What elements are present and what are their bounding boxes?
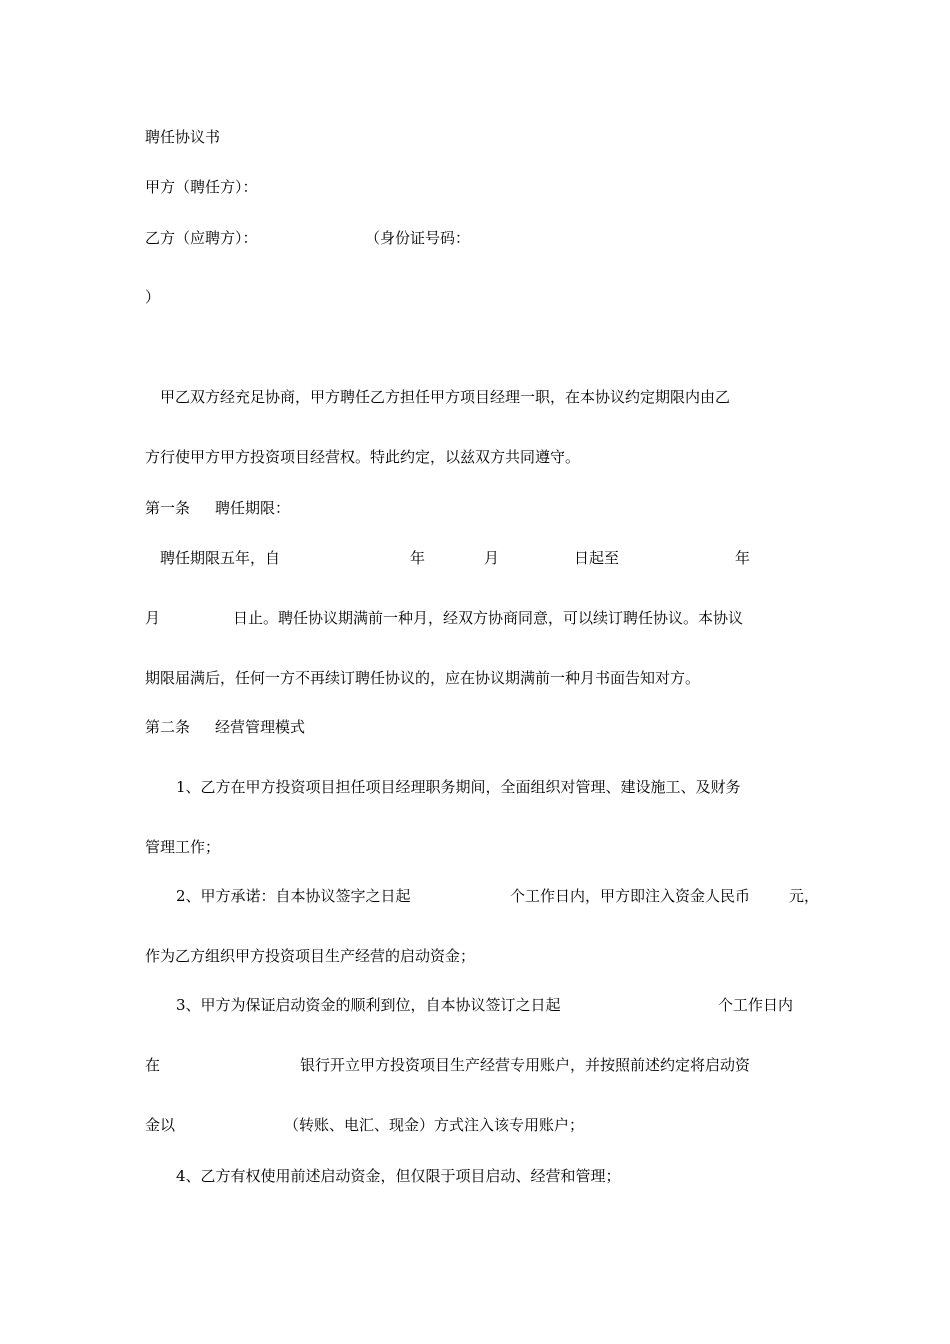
article-1-line-2: 日止。聘任协议期满前一种月，经双方协商同意，可以续订聘任协议。本协议: [233, 609, 744, 627]
article-1-title: 聘任期限：: [215, 499, 291, 517]
article-2-item-4: 4、乙方有权使用前述启动资金，但仅限于项目启动、经营和管理；: [176, 1167, 621, 1185]
article-2-item-3-line-3-b: （转账、电汇、现金）方式注入该专用账户；: [284, 1116, 585, 1134]
article-1-month-1: 月: [484, 549, 500, 567]
id-number-label: （身份证号码：: [365, 229, 471, 247]
article-2-item-1-line-2: 管理工作；: [145, 838, 221, 856]
article-2-item-2-part-3: 元，: [789, 887, 820, 905]
article-1-term-text: 聘任期限五年，自: [160, 549, 281, 567]
article-2-item-3-part-2: 个工作日内: [718, 996, 794, 1014]
article-1-number: 第一条: [145, 499, 191, 517]
article-1-line-3: 期限届满后，任何一方不再续订聘任协议的，应在协议期满前一种月书面告知对方。: [145, 669, 701, 687]
article-2-item-1-line-1: 1、乙方在甲方投资项目担任项目经理职务期间，全面组织对管理、建设施工、及财务: [176, 778, 741, 796]
intro-line-1: 甲乙双方经充足协商，甲方聘任乙方担任甲方项目经理一职，在本协议约定期限内由乙: [160, 388, 731, 406]
article-2-item-3-line-3-a: 金以: [145, 1116, 176, 1134]
article-1-year-2: 年: [735, 549, 751, 567]
article-1-month-2: 月: [145, 609, 161, 627]
document-title: 聘任协议书: [145, 128, 221, 146]
intro-line-2: 方行使甲方甲方投资项目经营权。特此约定，以兹双方共同遵守。: [145, 448, 581, 466]
article-2-title: 经营管理模式: [215, 718, 306, 736]
article-2-item-2-part-2: 个工作日内，甲方即注入资金人民币: [510, 887, 751, 905]
article-1-day-from: 日起至: [574, 549, 620, 567]
party-b-label: 乙方（应聘方）：: [145, 229, 258, 247]
article-2-item-3-line-2-a: 在: [145, 1056, 161, 1074]
article-2-item-2-line-2: 作为乙方组织甲方投资项目生产经营的启动资金；: [145, 947, 476, 965]
id-number-close: ）: [145, 288, 161, 306]
party-a-label: 甲方（聘任方）：: [145, 178, 258, 196]
article-2-number: 第二条: [145, 718, 191, 736]
article-2-item-3-line-2-b: 银行开立甲方投资项目生产经营专用账户，并按照前述约定将启动资: [300, 1056, 751, 1074]
article-2-item-3-part-1: 3、甲方为保证启动资金的顺利到位，自本协议签订之日起: [176, 996, 561, 1014]
article-1-year-1: 年: [410, 549, 426, 567]
article-2-item-2-part-1: 2、甲方承诺：自本协议签字之日起: [176, 887, 411, 905]
